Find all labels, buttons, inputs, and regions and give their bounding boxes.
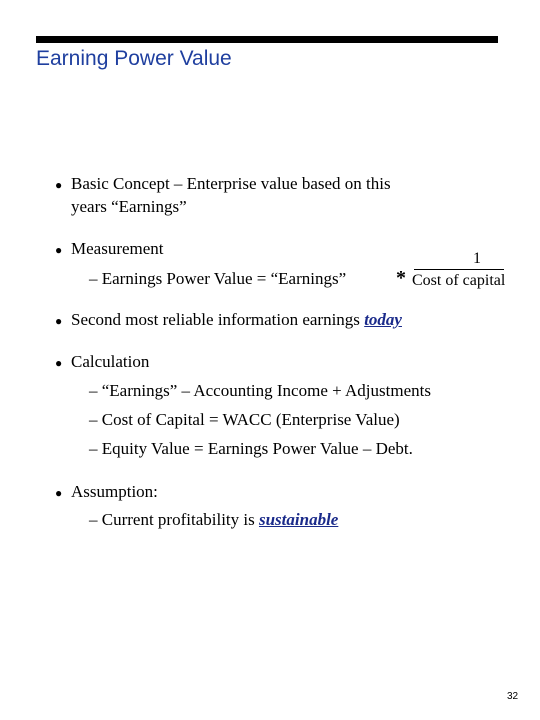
page-number: 32: [507, 691, 519, 702]
bullet-4-dot: ●: [55, 356, 63, 370]
cost-of-capital-definition: – Cost of Capital = WACC (Enterprise Value): [89, 410, 400, 429]
bullet-4-heading: Calculation: [71, 352, 150, 371]
epv-formula-text: – Earnings Power Value = “Earnings”: [89, 269, 347, 288]
bullet-5-dot: ●: [55, 486, 63, 500]
fraction-denominator: Cost of capital: [412, 272, 506, 289]
bullet-1-line-2: years “Earnings”: [71, 197, 187, 216]
bullet-1-line-1: Basic Concept – Enterprise value based on this: [71, 174, 391, 193]
title-rule: [36, 36, 498, 43]
bullet-5-heading: Assumption:: [71, 482, 158, 501]
bullet-3-text: Second most reliable information earnings: [71, 310, 360, 329]
equity-value-definition: – Equity Value = Earnings Power Value – Debt.: [89, 439, 413, 458]
bullet-2-dot: ●: [55, 243, 63, 257]
bullet-2-heading: Measurement: [71, 239, 164, 258]
bullet-3-dot: ●: [55, 314, 63, 328]
multiply-sign: *: [396, 267, 406, 289]
sustainable-emphasis: sustainable: [258, 510, 339, 529]
cost-of-capital-fraction: [412, 248, 517, 290]
assumption-text: – Current profitability is: [89, 510, 255, 529]
today-emphasis: today: [364, 310, 402, 329]
fraction-bar: [414, 269, 504, 270]
bullet-5-sub: [89, 511, 338, 528]
bullet-3-line: [71, 311, 402, 328]
earnings-definition: – “Earnings” – Accounting Income + Adjustments: [89, 381, 431, 400]
bullet-1-dot: ●: [55, 178, 63, 192]
slide-title: Earning Power Value: [36, 47, 232, 70]
fraction-numerator: 1: [473, 250, 481, 267]
